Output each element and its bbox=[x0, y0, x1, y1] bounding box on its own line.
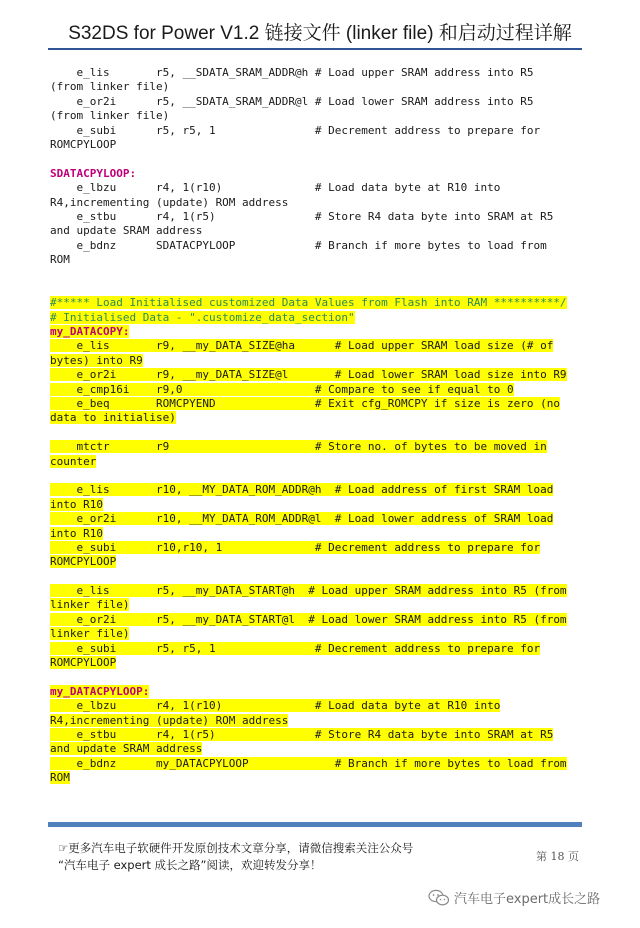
code-line-text: counter bbox=[50, 454, 97, 468]
code-line-text: e_bdnz my_DATACPYLOOP # Branch if more bytes to load from bbox=[50, 756, 567, 770]
code-line bbox=[50, 598, 582, 612]
code-line bbox=[50, 339, 582, 353]
code-line-text: ROM bbox=[50, 771, 70, 785]
code-line-text: my_DATACPYLOOP: bbox=[50, 684, 150, 698]
code-line bbox=[50, 512, 582, 526]
code-line-text: e_or2i r5, __SDATA_SRAM_ADDR@l # Load lower SRAM address into R5 bbox=[50, 94, 534, 108]
code-line bbox=[50, 210, 582, 224]
code-line-text: bytes) into R9 bbox=[50, 353, 143, 367]
code-line bbox=[50, 742, 582, 756]
code-line-text: ROMCPYLOOP bbox=[50, 137, 117, 151]
code-line-text: R4,incrementing (update) ROM address bbox=[50, 195, 289, 209]
code-line-text: #***** Load Initialised customized Data Values from Flash into RAM **********/ bbox=[50, 296, 567, 310]
footer-note bbox=[58, 840, 498, 874]
blank-line bbox=[50, 426, 582, 440]
code-line-text: SDATACPYLOOP: bbox=[50, 166, 137, 180]
code-line-text: e_cmp16i r9,0 # Compare to see if equal to 0 bbox=[50, 382, 514, 396]
code-line-text: R4,incrementing (update) ROM address bbox=[50, 713, 289, 727]
code-line-text: e_lis r9, __my_DATA_SIZE@ha # Load upper SRAM load size (# of bbox=[50, 339, 554, 353]
blank-line bbox=[50, 469, 582, 483]
code-line-text: ROM bbox=[50, 253, 70, 267]
footer-line-1: ☞更多汽车电子软硬件开发原创技术文章分享，请微信搜索关注公众号 bbox=[58, 841, 414, 855]
page-title: S32DS for Power V1.2 链接文件 (linker file) 和启动过程详解 bbox=[68, 23, 572, 44]
code-line-text: e_or2i r9, __my_DATA_SIZE@l # Load lower SRAM load size into R9 bbox=[50, 368, 567, 382]
code-line-text: e_beq ROMCPYEND # Exit cfg_ROMCPY if size is zero (no bbox=[50, 397, 560, 410]
code-line bbox=[50, 397, 582, 411]
blank-line bbox=[50, 152, 582, 166]
footer-rule bbox=[48, 822, 582, 827]
code-line-text: data to initialise) bbox=[50, 411, 176, 425]
code-line bbox=[50, 66, 582, 80]
code-line bbox=[50, 311, 582, 325]
code-line-text: e_stbu r4, 1(r5) # Store R4 data byte into SRAM at R5 bbox=[50, 727, 554, 741]
code-line bbox=[50, 411, 582, 425]
code-line-text: e_subi r5, r5, 1 # Decrement address to prepare for bbox=[50, 641, 541, 655]
code-line bbox=[50, 498, 582, 512]
code-line bbox=[50, 325, 582, 339]
code-line bbox=[50, 627, 582, 641]
code-line bbox=[50, 642, 582, 656]
code-line-text: e_lis r10, __MY_DATA_ROM_ADDR@h # Load address of first SRAM load bbox=[50, 483, 554, 497]
code-line bbox=[50, 181, 582, 195]
code-line-text: e_lis r5, __SDATA_SRAM_ADDR@h # Load upper SRAM address into R5 bbox=[50, 66, 534, 79]
code-line-text: e_lbzu r4, 1(r10) # Load data byte at R10 into bbox=[50, 699, 501, 713]
code-line-text: (from linker file) bbox=[50, 109, 170, 123]
code-line bbox=[50, 124, 582, 138]
code-line bbox=[50, 613, 582, 627]
code-line-text: e_lis r5, __my_DATA_START@h # Load upper SRAM address into R5 (from bbox=[50, 584, 567, 598]
code-line-text: into R10 bbox=[50, 526, 103, 540]
code-line-text: and update SRAM address bbox=[50, 742, 203, 756]
code-line-text: e_subi r10,r10, 1 # Decrement address to prepare for bbox=[50, 540, 541, 554]
code-line-text: e_bdnz SDATACPYLOOP # Branch if more bytes to load from bbox=[50, 238, 547, 252]
code-line bbox=[50, 483, 582, 497]
code-line bbox=[50, 80, 582, 94]
code-line-text: linker file) bbox=[50, 627, 130, 641]
code-line bbox=[50, 728, 582, 742]
code-line-text: (from linker file) bbox=[50, 80, 170, 94]
code-line bbox=[50, 109, 582, 123]
code-line-text: linker file) bbox=[50, 598, 130, 612]
code-line bbox=[50, 196, 582, 210]
code-line bbox=[50, 296, 582, 310]
code-line bbox=[50, 685, 582, 699]
wechat-icon bbox=[428, 889, 450, 907]
title-rule bbox=[48, 48, 582, 50]
code-line bbox=[50, 224, 582, 238]
code-line bbox=[50, 95, 582, 109]
code-line bbox=[50, 656, 582, 670]
code-line-text: e_or2i r10, __MY_DATA_ROM_ADDR@l # Load lower address of SRAM load bbox=[50, 512, 554, 526]
code-line bbox=[50, 699, 582, 713]
watermark-text: 汽车电子expert成长之路 bbox=[454, 892, 601, 907]
code-line-text: ROMCPYLOOP bbox=[50, 656, 117, 670]
code-line bbox=[50, 354, 582, 368]
code-line bbox=[50, 239, 582, 253]
code-line bbox=[50, 253, 582, 267]
page-number: 第 18 页 bbox=[536, 850, 579, 863]
code-line-text: my_DATACOPY: bbox=[50, 325, 130, 339]
code-line-text: e_stbu r4, 1(r5) # Store R4 data byte into SRAM at R5 bbox=[50, 209, 554, 223]
code-line bbox=[50, 440, 582, 454]
blank-line bbox=[50, 670, 582, 684]
code-line bbox=[50, 138, 582, 152]
code-line bbox=[50, 757, 582, 771]
code-line bbox=[50, 368, 582, 382]
code-line-text: mtctr r9 # Store no. of bytes to be moved in bbox=[50, 440, 547, 454]
code-line bbox=[50, 167, 582, 181]
code-line-text: e_or2i r5, __my_DATA_START@l # Load lower SRAM address into R5 (from bbox=[50, 612, 567, 626]
code-line-text: ROMCPYLOOP bbox=[50, 555, 117, 569]
code-line-text: and update SRAM address bbox=[50, 224, 203, 238]
footer-line-2: “汽车电子 expert 成长之路”阅读，欢迎转发分享！ bbox=[58, 858, 322, 872]
code-line-text: e_lbzu r4, 1(r10) # Load data byte at R10 into bbox=[50, 181, 501, 195]
code-line bbox=[50, 771, 582, 785]
code-line-text: # Initialised Data - ".customize_data_section" bbox=[50, 310, 355, 324]
watermark bbox=[428, 888, 600, 907]
code-line bbox=[50, 455, 582, 469]
code-listing bbox=[50, 66, 582, 786]
code-line bbox=[50, 541, 582, 555]
code-line bbox=[50, 383, 582, 397]
blank-line bbox=[50, 267, 582, 296]
code-line bbox=[50, 555, 582, 569]
blank-line bbox=[50, 570, 582, 584]
code-line-text: e_subi r5, r5, 1 # Decrement address to prepare for bbox=[50, 123, 541, 137]
code-line bbox=[50, 527, 582, 541]
code-line bbox=[50, 714, 582, 728]
code-line bbox=[50, 584, 582, 598]
code-line-text: into R10 bbox=[50, 497, 103, 511]
